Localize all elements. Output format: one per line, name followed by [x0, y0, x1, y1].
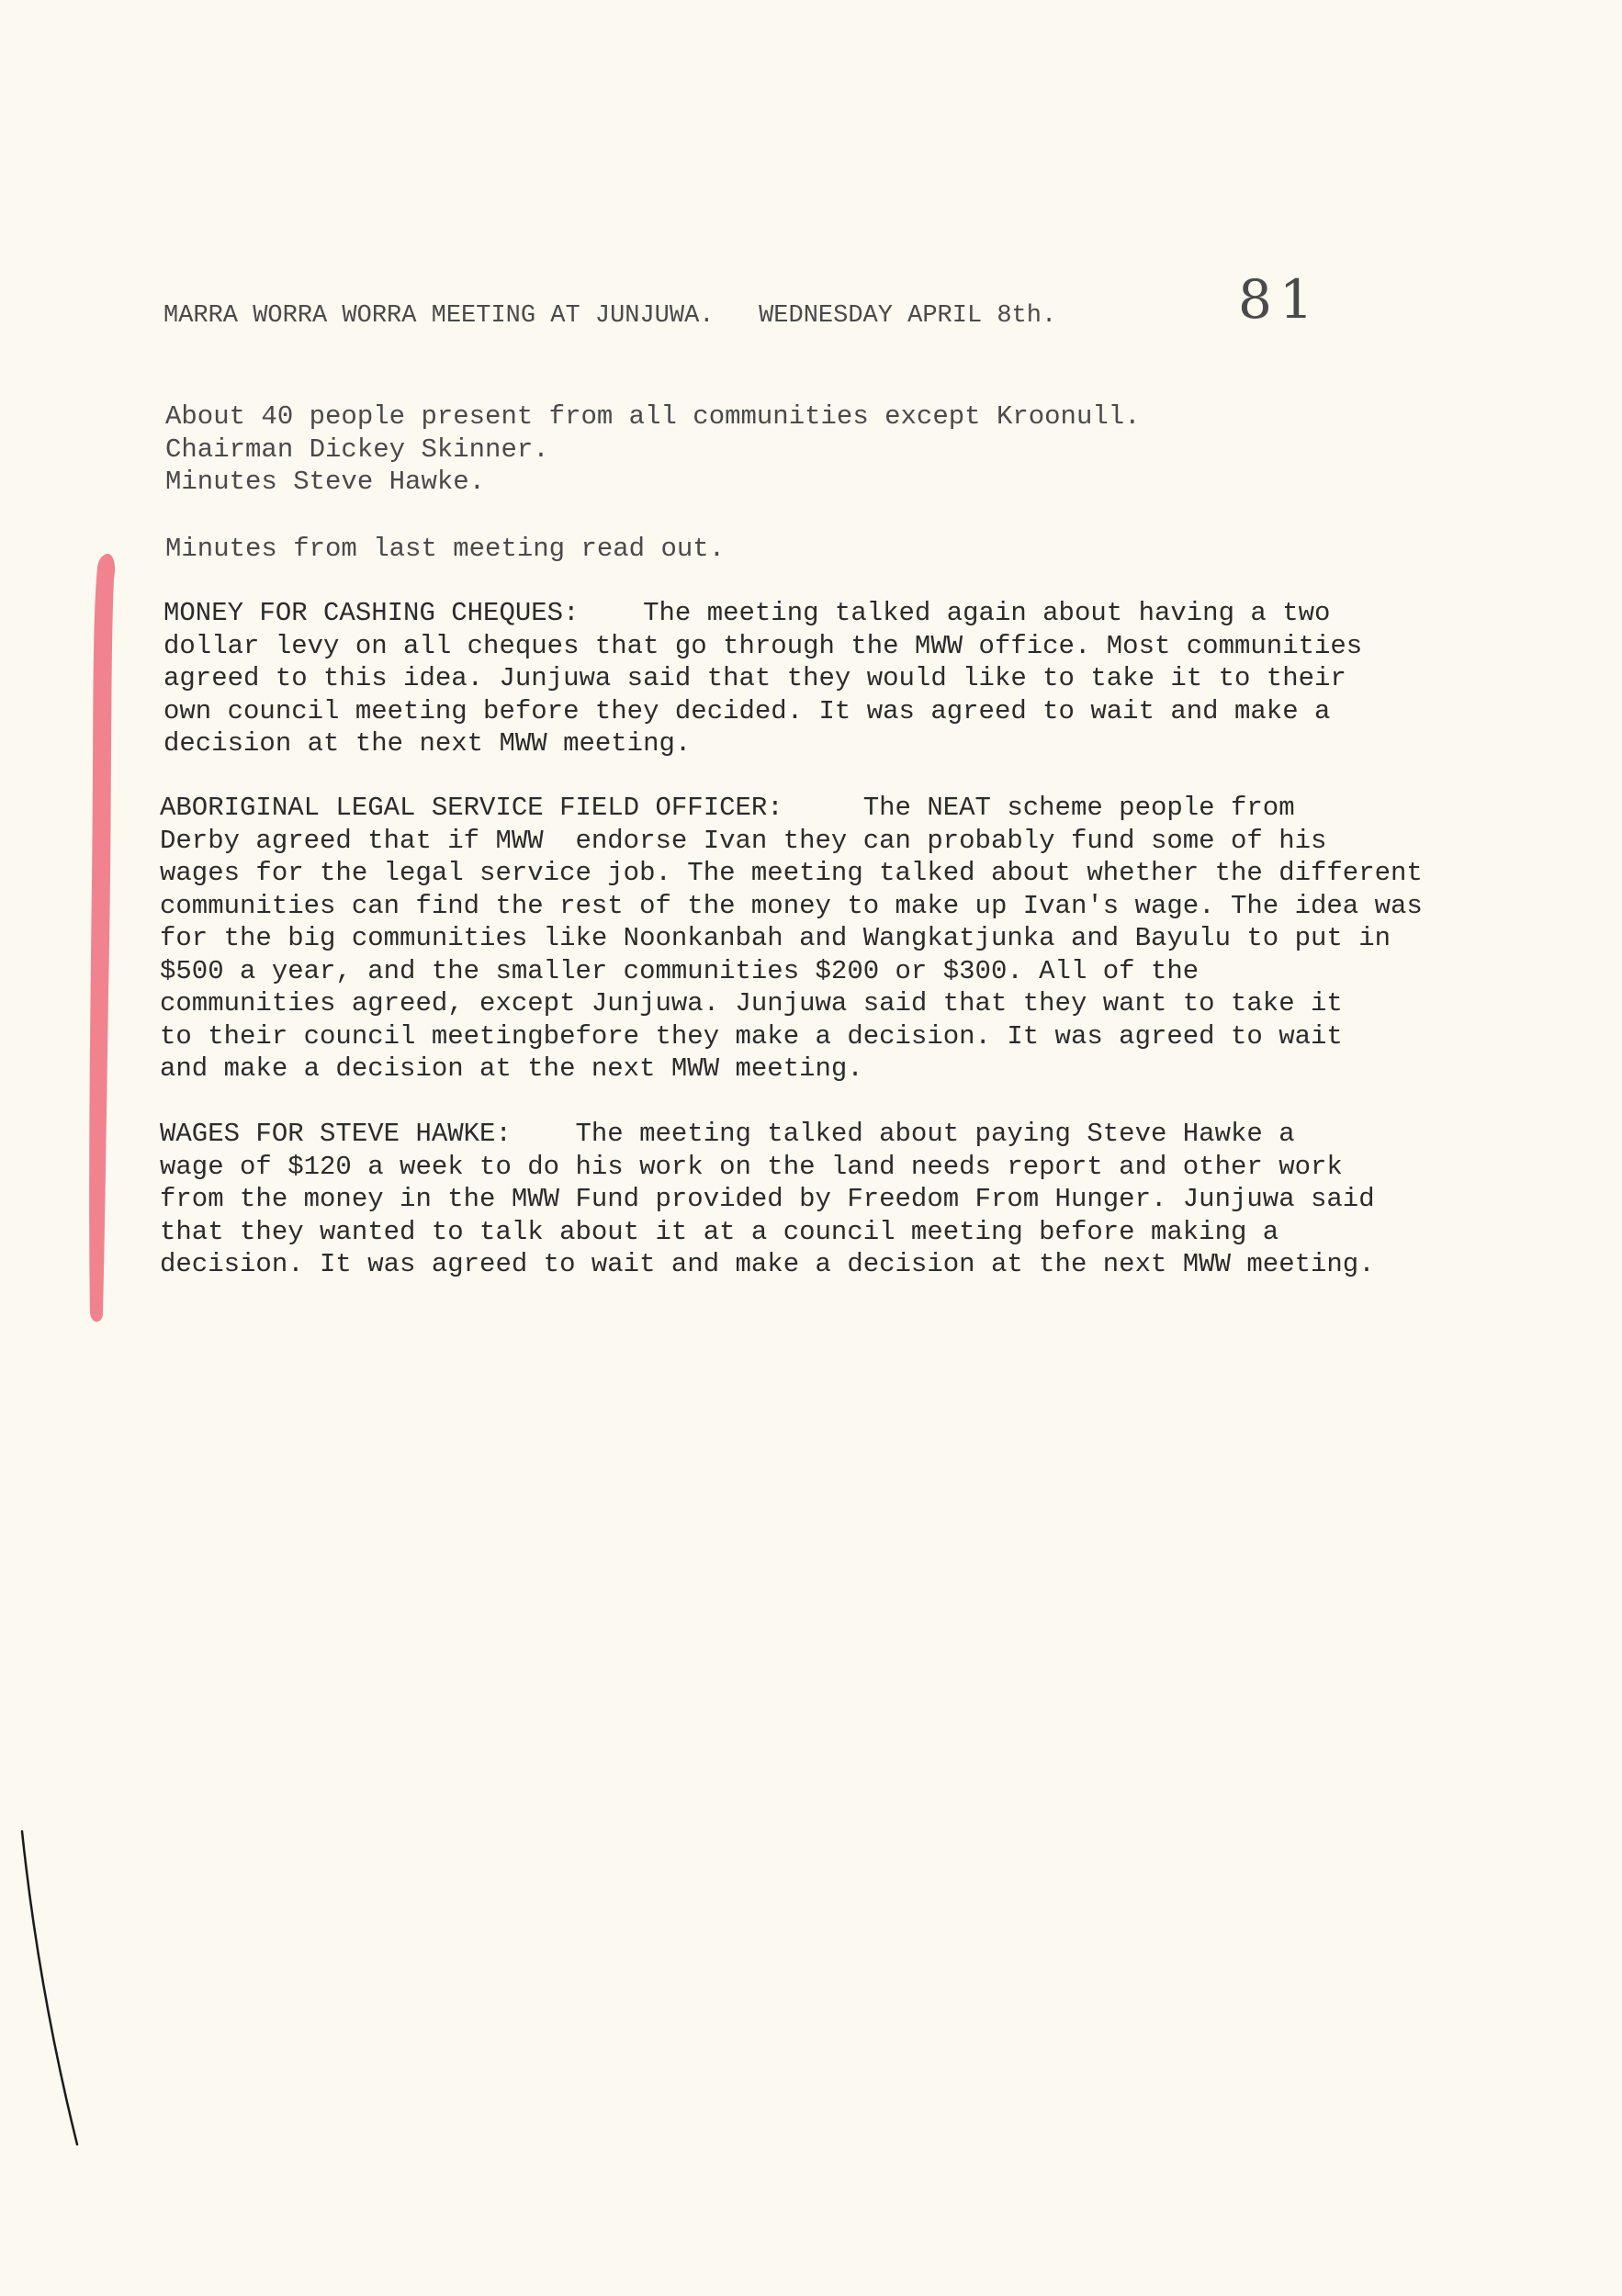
section-money-for-cashing-cheques: [163, 597, 1362, 760]
section-wages-for-steve-hawke: [160, 1118, 1375, 1281]
section-line: decision at the next MWW meeting.: [163, 728, 692, 759]
section-line: wages for the legal service job. The meeting talked about whether the different: [160, 858, 1423, 888]
chairman-line: Chairman Dickey Skinner.: [165, 433, 549, 465]
document-header: MARRA WORRA WORRA MEETING AT JUNJUWA. WEDNESDAY APRIL 8th.: [163, 302, 1057, 330]
section-line: wage of $120 a week to do his work on the land needs report and other work: [160, 1151, 1343, 1182]
section-line: from the money in the MWW Fund provided by Freedom From Hunger. Junjuwa said: [160, 1184, 1375, 1214]
section-line: for the big communities like Noonkanbah and Wangkatjunka and Bayulu to put in: [160, 923, 1391, 953]
section-line: communities can find the rest of the money to make up Ivan's wage. The idea was: [160, 890, 1423, 921]
intro-block: [165, 400, 1141, 499]
minutes-read-line: Minutes from last meeting read out.: [165, 534, 726, 564]
section-line: that they wanted to talk about it at a council meeting before making a: [160, 1216, 1279, 1247]
section-line: agreed to this idea. Junjuwa said that they would like to take it to their: [163, 663, 1346, 693]
handwritten-page-number: 81: [1238, 268, 1321, 331]
section-line: MONEY FOR CASHING CHEQUES: The meeting talked again about having a two: [163, 598, 1331, 628]
section-line: own council meeting before they decided. It was agreed to wait and make a: [163, 695, 1331, 726]
section-line: to their council meetingbefore they make a decision. It was agreed to wait: [160, 1020, 1343, 1052]
attendance-line: About 40 people present from all communities except Kroonull.: [165, 401, 1141, 432]
section-line: dollar levy on all cheques that go through the MWW office. Most communities: [163, 630, 1363, 661]
section-line: WAGES FOR STEVE HAWKE: The meeting talked about paying Steve Hawke a: [160, 1119, 1295, 1149]
section-line: $500 a year, and the smaller communities $200 or $300. All of the: [160, 955, 1200, 986]
pen-stroke-mark: [9, 1828, 83, 2149]
section-line: ABORIGINAL LEGAL SERVICE FIELD OFFICER: The NEAT scheme people from: [160, 793, 1295, 823]
minutes-taker-line: Minutes Steve Hawke.: [165, 467, 486, 497]
highlighter-margin-mark: [84, 551, 121, 1322]
section-line: and make a decision at the next MWW meeting.: [160, 1053, 863, 1084]
section-line: Derby agreed that if MWW endorse Ivan they can probably fund some of his: [160, 825, 1327, 856]
section-line: communities agreed, except Junjuwa. Junjuwa said that they want to take it: [160, 988, 1343, 1019]
section-line: decision. It was agreed to wait and make a decision at the next MWW meeting.: [160, 1249, 1375, 1279]
section-legal-service-field-officer: [160, 792, 1423, 1086]
